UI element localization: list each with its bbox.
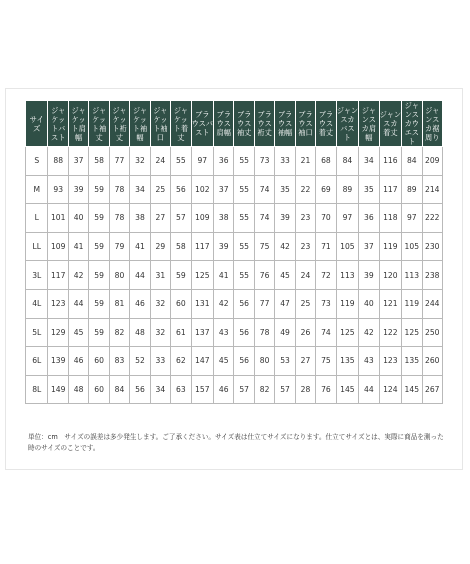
measurement-cell: 135 xyxy=(336,347,358,376)
measurement-cell: 77 xyxy=(254,289,274,318)
measurement-cell: 117 xyxy=(191,232,213,261)
measurement-cell: 78 xyxy=(254,318,274,347)
measurement-cell: 59 xyxy=(171,261,191,290)
header-cell: ジャケット袖幅 xyxy=(130,101,150,147)
measurement-cell: 45 xyxy=(214,347,234,376)
measurement-cell: 41 xyxy=(214,261,234,290)
measurement-cell: 101 xyxy=(48,204,68,233)
measurement-cell: 119 xyxy=(402,289,422,318)
measurement-cell: 70 xyxy=(316,204,336,233)
measurement-cell: 56 xyxy=(234,318,254,347)
measurement-cell: 55 xyxy=(234,175,254,204)
measurement-cell: 34 xyxy=(150,375,170,404)
measurement-cell: 73 xyxy=(254,147,274,176)
measurement-cell: 84 xyxy=(109,375,129,404)
size-label-cell: 4L xyxy=(26,289,48,318)
measurement-cell: 24 xyxy=(295,261,315,290)
measurement-cell: 45 xyxy=(68,318,88,347)
measurement-cell: 74 xyxy=(316,318,336,347)
measurement-cell: 145 xyxy=(336,375,358,404)
measurement-cell: 71 xyxy=(316,232,336,261)
measurement-cell: 76 xyxy=(254,261,274,290)
measurement-cell: 68 xyxy=(316,147,336,176)
table-row xyxy=(26,347,443,376)
measurement-cell: 157 xyxy=(191,375,213,404)
measurement-cell: 80 xyxy=(109,261,129,290)
size-label-cell: S xyxy=(26,147,48,176)
measurement-cell: 28 xyxy=(295,375,315,404)
table-row xyxy=(26,289,443,318)
measurement-cell: 41 xyxy=(68,232,88,261)
measurement-cell: 44 xyxy=(68,289,88,318)
measurement-cell: 119 xyxy=(379,232,401,261)
table-row xyxy=(26,375,443,404)
measurement-cell: 59 xyxy=(89,289,109,318)
header-cell: ブラウス袖幅 xyxy=(275,101,295,147)
size-table-body xyxy=(26,147,443,404)
measurement-cell: 49 xyxy=(275,318,295,347)
measurement-cell: 80 xyxy=(254,347,274,376)
header-cell: ブラウスバスト xyxy=(191,101,213,147)
header-cell: ジャンスカ裾周り xyxy=(422,101,443,147)
table-row xyxy=(26,175,443,204)
measurement-cell: 55 xyxy=(234,261,254,290)
header-cell: ブラウス裄丈 xyxy=(254,101,274,147)
measurement-cell: 23 xyxy=(295,232,315,261)
measurement-cell: 40 xyxy=(68,204,88,233)
measurement-cell: 42 xyxy=(275,232,295,261)
measurement-cell: 32 xyxy=(150,289,170,318)
measurement-cell: 56 xyxy=(234,347,254,376)
measurement-cell: 82 xyxy=(254,375,274,404)
measurement-cell: 33 xyxy=(275,147,295,176)
measurement-cell: 135 xyxy=(402,347,422,376)
measurement-cell: 137 xyxy=(191,318,213,347)
measurement-cell: 25 xyxy=(295,289,315,318)
measurement-cell: 222 xyxy=(422,204,443,233)
measurement-cell: 46 xyxy=(130,289,150,318)
measurement-cell: 105 xyxy=(402,232,422,261)
measurement-cell: 57 xyxy=(234,375,254,404)
header-cell: ジャンスカ肩幅 xyxy=(359,101,379,147)
measurement-cell: 38 xyxy=(214,204,234,233)
measurement-cell: 124 xyxy=(379,375,401,404)
measurement-cell: 123 xyxy=(379,347,401,376)
measurement-cell: 116 xyxy=(379,147,401,176)
measurement-cell: 32 xyxy=(150,318,170,347)
measurement-cell: 89 xyxy=(336,175,358,204)
header-size: サイズ xyxy=(26,101,48,147)
measurement-cell: 57 xyxy=(275,375,295,404)
measurement-cell: 42 xyxy=(214,289,234,318)
table-row xyxy=(26,318,443,347)
measurement-cell: 38 xyxy=(130,204,150,233)
measurement-cell: 120 xyxy=(379,261,401,290)
size-table xyxy=(25,100,443,404)
measurement-cell: 209 xyxy=(422,147,443,176)
measurement-cell: 118 xyxy=(379,204,401,233)
measurement-cell: 76 xyxy=(316,375,336,404)
measurement-cell: 37 xyxy=(359,232,379,261)
header-cell: ジャケット着丈 xyxy=(171,101,191,147)
measurement-cell: 27 xyxy=(295,347,315,376)
measurement-cell: 59 xyxy=(89,232,109,261)
measurement-cell: 102 xyxy=(191,175,213,204)
measurement-cell: 25 xyxy=(150,175,170,204)
measurement-cell: 149 xyxy=(48,375,68,404)
size-label-cell: 5L xyxy=(26,318,48,347)
header-cell: ジャケット肩幅 xyxy=(68,101,88,147)
table-row xyxy=(26,261,443,290)
measurement-cell: 250 xyxy=(422,318,443,347)
measurement-cell: 113 xyxy=(336,261,358,290)
measurement-cell: 145 xyxy=(402,375,422,404)
measurement-cell: 48 xyxy=(130,318,150,347)
measurement-cell: 60 xyxy=(89,375,109,404)
measurement-cell: 46 xyxy=(214,375,234,404)
measurement-cell: 39 xyxy=(275,204,295,233)
measurement-cell: 84 xyxy=(402,147,422,176)
measurement-cell: 147 xyxy=(191,347,213,376)
header-cell: ジャンスカ着丈 xyxy=(379,101,401,147)
measurement-cell: 53 xyxy=(275,347,295,376)
measurement-cell: 37 xyxy=(68,147,88,176)
measurement-cell: 62 xyxy=(171,347,191,376)
measurement-cell: 59 xyxy=(89,318,109,347)
measurement-cell: 44 xyxy=(359,375,379,404)
measurement-cell: 39 xyxy=(214,232,234,261)
measurement-cell: 33 xyxy=(150,347,170,376)
header-cell: ジャンスカバスト xyxy=(336,101,358,147)
measurement-cell: 56 xyxy=(171,175,191,204)
measurement-cell: 42 xyxy=(359,318,379,347)
measurement-cell: 60 xyxy=(171,289,191,318)
measurement-cell: 79 xyxy=(109,232,129,261)
measurement-cell: 125 xyxy=(336,318,358,347)
size-label-cell: M xyxy=(26,175,48,204)
measurement-cell: 131 xyxy=(191,289,213,318)
size-label-cell: L xyxy=(26,204,48,233)
measurement-cell: 39 xyxy=(359,261,379,290)
measurement-cell: 260 xyxy=(422,347,443,376)
size-label-cell: 3L xyxy=(26,261,48,290)
header-row xyxy=(26,101,443,147)
measurement-cell: 58 xyxy=(89,147,109,176)
measurement-cell: 75 xyxy=(254,232,274,261)
measurement-cell: 44 xyxy=(130,261,150,290)
size-table-header xyxy=(26,101,443,147)
measurement-cell: 45 xyxy=(275,261,295,290)
measurement-cell: 73 xyxy=(316,289,336,318)
measurement-cell: 59 xyxy=(89,204,109,233)
measurement-cell: 83 xyxy=(109,347,129,376)
size-note: 単位：cm サイズの誤差は多少発生します。ご了承ください。サイズ表は仕立てサイズになります。仕立てサイズとは、実際に商品を測った時のサイズのことです。 xyxy=(28,433,444,452)
measurement-cell: 109 xyxy=(48,232,68,261)
size-label-cell: 8L xyxy=(26,375,48,404)
measurement-cell: 119 xyxy=(336,289,358,318)
measurement-cell: 39 xyxy=(68,175,88,204)
measurement-cell: 21 xyxy=(295,147,315,176)
measurement-cell: 82 xyxy=(109,318,129,347)
measurement-cell: 125 xyxy=(402,318,422,347)
size-label-cell: 6L xyxy=(26,347,48,376)
measurement-cell: 59 xyxy=(89,261,109,290)
measurement-cell: 22 xyxy=(295,175,315,204)
size-label-cell: LL xyxy=(26,232,48,261)
measurement-cell: 89 xyxy=(402,175,422,204)
measurement-cell: 88 xyxy=(48,147,68,176)
measurement-cell: 63 xyxy=(171,375,191,404)
measurement-cell: 117 xyxy=(379,175,401,204)
header-cell: ジャケット袖丈 xyxy=(89,101,109,147)
header-cell: ブラウス肩幅 xyxy=(214,101,234,147)
measurement-cell: 55 xyxy=(234,204,254,233)
measurement-cell: 244 xyxy=(422,289,443,318)
header-cell: ブラウス着丈 xyxy=(316,101,336,147)
measurement-cell: 78 xyxy=(109,175,129,204)
measurement-cell: 81 xyxy=(109,289,129,318)
measurement-cell: 230 xyxy=(422,232,443,261)
measurement-cell: 36 xyxy=(359,204,379,233)
measurement-cell: 35 xyxy=(275,175,295,204)
measurement-cell: 27 xyxy=(150,204,170,233)
measurement-cell: 97 xyxy=(191,147,213,176)
measurement-cell: 52 xyxy=(130,347,150,376)
measurement-cell: 97 xyxy=(402,204,422,233)
measurement-cell: 74 xyxy=(254,204,274,233)
table-row xyxy=(26,147,443,176)
header-cell: ブラウス袖口 xyxy=(295,101,315,147)
measurement-cell: 58 xyxy=(171,232,191,261)
measurement-cell: 47 xyxy=(275,289,295,318)
measurement-cell: 48 xyxy=(68,375,88,404)
measurement-cell: 61 xyxy=(171,318,191,347)
measurement-cell: 34 xyxy=(359,147,379,176)
measurement-cell: 78 xyxy=(109,204,129,233)
measurement-cell: 35 xyxy=(359,175,379,204)
table-row xyxy=(26,204,443,233)
measurement-cell: 121 xyxy=(379,289,401,318)
measurement-cell: 77 xyxy=(109,147,129,176)
measurement-cell: 41 xyxy=(130,232,150,261)
measurement-cell: 97 xyxy=(336,204,358,233)
measurement-cell: 43 xyxy=(214,318,234,347)
measurement-cell: 105 xyxy=(336,232,358,261)
measurement-cell: 56 xyxy=(234,289,254,318)
header-cell: ジャケット袖口 xyxy=(150,101,170,147)
measurement-cell: 36 xyxy=(214,147,234,176)
table-row xyxy=(26,232,443,261)
measurement-cell: 74 xyxy=(254,175,274,204)
measurement-cell: 40 xyxy=(359,289,379,318)
measurement-cell: 43 xyxy=(359,347,379,376)
measurement-cell: 55 xyxy=(234,147,254,176)
measurement-cell: 31 xyxy=(150,261,170,290)
measurement-cell: 109 xyxy=(191,204,213,233)
measurement-cell: 57 xyxy=(171,204,191,233)
measurement-cell: 123 xyxy=(48,289,68,318)
measurement-cell: 69 xyxy=(316,175,336,204)
header-cell: ジャケットバスト xyxy=(48,101,68,147)
measurement-cell: 26 xyxy=(295,318,315,347)
measurement-cell: 214 xyxy=(422,175,443,204)
measurement-cell: 46 xyxy=(68,347,88,376)
measurement-cell: 125 xyxy=(191,261,213,290)
measurement-cell: 34 xyxy=(130,175,150,204)
measurement-cell: 93 xyxy=(48,175,68,204)
measurement-cell: 75 xyxy=(316,347,336,376)
measurement-cell: 23 xyxy=(295,204,315,233)
measurement-cell: 238 xyxy=(422,261,443,290)
measurement-cell: 55 xyxy=(234,232,254,261)
measurement-cell: 267 xyxy=(422,375,443,404)
measurement-cell: 42 xyxy=(68,261,88,290)
measurement-cell: 113 xyxy=(402,261,422,290)
measurement-cell: 55 xyxy=(171,147,191,176)
measurement-cell: 139 xyxy=(48,347,68,376)
measurement-cell: 60 xyxy=(89,347,109,376)
measurement-cell: 24 xyxy=(150,147,170,176)
measurement-cell: 122 xyxy=(379,318,401,347)
measurement-cell: 32 xyxy=(130,147,150,176)
header-cell: ブラウス袖丈 xyxy=(234,101,254,147)
measurement-cell: 37 xyxy=(214,175,234,204)
header-cell: ジャンスカウエスト xyxy=(402,101,422,147)
measurement-cell: 72 xyxy=(316,261,336,290)
header-cell: ジャケット裄丈 xyxy=(109,101,129,147)
measurement-cell: 59 xyxy=(89,175,109,204)
measurement-cell: 129 xyxy=(48,318,68,347)
measurement-cell: 84 xyxy=(336,147,358,176)
measurement-cell: 56 xyxy=(130,375,150,404)
measurement-cell: 117 xyxy=(48,261,68,290)
measurement-cell: 29 xyxy=(150,232,170,261)
